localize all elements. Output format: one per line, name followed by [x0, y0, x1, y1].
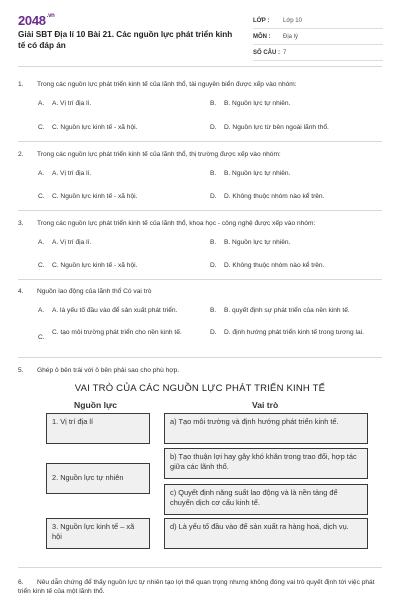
meta-subject-value: Địa lý [283, 33, 299, 40]
meta-subject-row [253, 29, 383, 45]
matching-right-item-b[interactable]: b) Tạo thuận lợi hay gây khó khăn trong trao đổi, hợp tác giữa các lãnh thổ. [164, 448, 368, 479]
matching-right-header: Vai trò [252, 400, 279, 410]
divider [18, 210, 382, 211]
q2-option-d[interactable]: D. D. Không thuộc nhóm nào kể trên. [210, 193, 325, 200]
q2-option-c[interactable]: C. C. Nguồn lực kinh tế - xã hội. [38, 193, 138, 200]
q3-option-d[interactable]: D. D. Không thuộc nhóm nào kể trên. [210, 262, 325, 269]
meta-info [253, 13, 383, 61]
q1-option-d[interactable]: D. D. Nguồn lực từ bên ngoài lãnh thổ. [210, 124, 329, 131]
matching-left-item-1[interactable]: 1. Vị trí địa lí [46, 413, 150, 444]
divider [18, 279, 382, 280]
site-logo[interactable]: $2048^{.vn}$ [18, 13, 55, 28]
matching-left-item-2[interactable]: 2. Nguồn lực tự nhiên [46, 463, 150, 494]
divider [18, 66, 382, 67]
q3-option-a[interactable]: A. A. Vị trí địa lí. [38, 239, 92, 246]
q4-option-c[interactable]: C. C. tạo môi trường phát triển cho nền kinh tế. [38, 329, 182, 341]
q4-option-d[interactable]: D. D. định hướng phát triển kinh tế trong tương lai. [210, 329, 364, 336]
q1-option-c[interactable]: C. C. Nguồn lực kinh tế - xã hội. [38, 124, 138, 131]
meta-count-row [253, 45, 383, 61]
divider [18, 567, 382, 568]
meta-class-row [253, 13, 383, 29]
matching-right-item-c[interactable]: c) Quyết định năng suất lao động và là nền tảng để chuyển dịch cơ cấu kinh tế. [164, 484, 368, 515]
question-5: 5. Ghép ô bên trái với ô bên phải sao cho phù hợp. [18, 367, 180, 374]
question-3: 3. Trong các nguồn lực phát triển kinh tế của lãnh thổ, khoa học - công nghệ được xếp vào nhóm: [18, 220, 316, 227]
question-4: 4. Nguồn lao động của lãnh thổ Có vai trò [18, 288, 152, 295]
divider [18, 141, 382, 142]
q4-option-b[interactable]: B. B. quyết định sự phát triển của nền kinh tế. [210, 307, 350, 314]
q4-option-a[interactable]: A. A. là yếu tố đầu vào để sản xuất phát triển. [38, 307, 178, 314]
q2-option-b[interactable]: B. B. Nguồn lực tự nhiên. [210, 170, 291, 177]
meta-subject-label: MÔN : [253, 33, 271, 40]
meta-class-value: Lớp 10 [283, 17, 302, 24]
matching-left-item-3[interactable]: 3. Nguồn lực kinh tế – xã hội [46, 518, 150, 549]
page-title: Giải SBT Địa lí 10 Bài 21. Các nguồn lực phát triển kinh tế có đáp án [18, 30, 233, 50]
question-6: 6. Nêu dẫn chứng để thấy nguồn lực tự nhiên tạo lợi thế quan trọng nhưng không đóng vai trò quyết định tới việc phát triển kinh tế của một lãnh thổ. [18, 579, 375, 595]
meta-count-value: 7 [283, 49, 287, 56]
q2-option-a[interactable]: A. A. Vị trí địa lí. [38, 170, 92, 177]
page-header [0, 0, 400, 62]
q1-option-a[interactable]: A. A. Vị trí địa lí. [38, 100, 92, 107]
question-2: 2. Trong các nguồn lực phát triển kinh tế của lãnh thổ, thị trường được xếp vào nhóm: [18, 151, 281, 158]
q3-option-c[interactable]: C. C. Nguồn lực kinh tế - xã hội. [38, 262, 138, 269]
matching-title: VAI TRÒ CỦA CÁC NGUỒN LỰC PHÁT TRIỂN KINH TẾ [74, 383, 326, 394]
q3-option-b[interactable]: B. B. Nguồn lực tự nhiên. [210, 239, 291, 246]
matching-left-header: Nguồn lực [74, 400, 117, 410]
meta-class-label: LỚP : [253, 17, 270, 24]
meta-count-label: SỐ CÂU : [253, 49, 280, 56]
matching-right-item-d[interactable]: d) Là yếu tố đầu vào để sản xuất ra hàng hoá, dịch vụ. [164, 518, 368, 549]
matching-right-item-a[interactable]: a) Tạo môi trường và định hướng phát triển kinh tế. [164, 413, 368, 444]
question-1: 1. Trong các nguồn lực phát triển kinh tế của lãnh thổ, tài nguyên biển được xếp vào nhóm: [18, 81, 297, 88]
divider [18, 357, 382, 358]
q1-option-b[interactable]: B. B. Nguồn lực tự nhiên. [210, 100, 291, 107]
